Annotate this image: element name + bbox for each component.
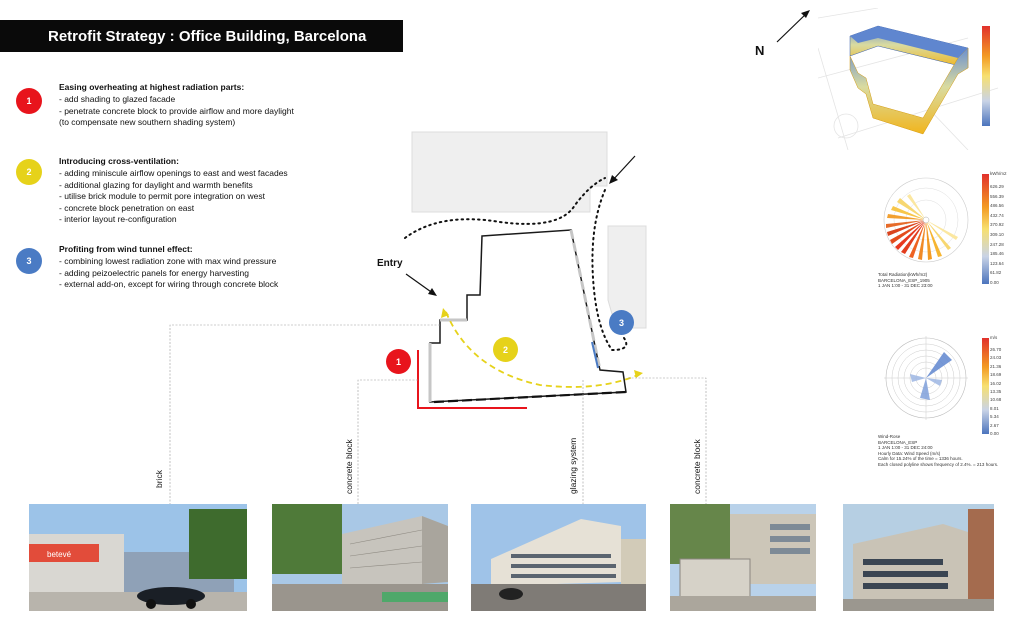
caption-line: BARCELONA_ESP_1905: [878, 277, 930, 283]
strategy-line: - utilise brick module to permit pore integration on west: [59, 191, 265, 201]
scale-tick: 0.00: [990, 431, 999, 437]
caption-line: Each closed polyline shows frequency of 2.4%. = 213 hours.: [878, 461, 999, 467]
strategy-line: - penetrate concrete block to provide airflow and more daylight: [59, 105, 294, 116]
caption-line: BARCELONA_ESP: [878, 439, 918, 445]
strategy-line: - interior layout re-configuration: [59, 214, 177, 224]
building-footprint: [430, 230, 626, 402]
scale-tick: 8.01: [990, 405, 999, 411]
strategy-badge-red: 1: [16, 88, 42, 114]
strategy-heading: Profiting from wind tunnel effect:: [59, 244, 193, 254]
scale-tick: 123.64: [990, 260, 1004, 266]
label-brick: brick: [154, 470, 164, 488]
photo-glazing-system: [471, 504, 646, 611]
scale-tick: 2.67: [990, 422, 999, 428]
label-concrete-block: concrete block: [344, 439, 354, 494]
scale-tick: 26.70: [990, 347, 1002, 352]
strategy-badge-blue: 3: [16, 248, 42, 274]
leader-concrete-block: [358, 380, 418, 504]
label-concrete-block-2: concrete block: [692, 439, 702, 494]
radiation-3d-model: [818, 8, 1024, 150]
scale-tick: 18.69: [990, 372, 1002, 378]
wind-scale-ticks: [990, 346, 1001, 438]
strategy-line: - adding peizoelectric panels for energy harvesting: [59, 267, 249, 278]
wind-unit: m/s: [990, 335, 998, 340]
plan-badge-2: 2: [493, 337, 518, 362]
scale-tick: 16.02: [990, 380, 1002, 386]
strategy-line: - additional glazing for daylight and warmth benefits: [59, 179, 253, 190]
scale-tick: 24.03: [990, 355, 1002, 361]
caption-line: Wind-Rose: [878, 434, 901, 439]
scale-tick: 5.34: [990, 414, 999, 420]
plan-badge-1: 1: [386, 349, 411, 374]
scale-tick: 370.92: [990, 222, 1004, 228]
strategy-heading: Introducing cross-ventilation:: [59, 156, 179, 166]
wind-caption: [878, 434, 998, 467]
scale-tick: 10.68: [990, 397, 1002, 403]
scale-tick: 21.36: [990, 363, 1002, 369]
scale-tick: 247.28: [990, 241, 1004, 247]
wind-arrow: [612, 156, 635, 181]
caption-line: 1 JAN 1:00 - 31 DEC 23:00: [878, 283, 933, 288]
strategy-line: - external add-on, except for wiring through concrete block: [59, 279, 279, 289]
north-arrow: [777, 12, 808, 42]
title-text: Retrofit Strategy : Office Building, Barcelona: [48, 27, 367, 45]
scale-tick: 185.46: [990, 251, 1004, 257]
entry-label: Entry: [377, 258, 403, 269]
caption-line: Calm for 15.24% of the time = 1336 hours.: [878, 456, 963, 461]
plan-badge-3: 3: [609, 310, 634, 335]
scale-tick: 626.29: [990, 184, 1004, 189]
svg-text:betevé: betevé: [47, 550, 72, 559]
caption-line: 1 JAN 1:00 - 31 DEC 24:00: [878, 445, 933, 450]
scale-tick: 556.39: [990, 193, 1004, 199]
radiation-scale-ticks: [990, 182, 1004, 288]
label-glazing-system: glazing system: [568, 437, 578, 494]
scale-tick: 309.10: [990, 231, 1004, 237]
strategy-heading: Easing overheating at highest radiation parts:: [59, 82, 245, 92]
scale-tick: 0.00: [990, 279, 999, 285]
entry-arrowhead: [428, 288, 437, 296]
north-label: N: [755, 43, 765, 58]
scale-tick: 13.35: [990, 389, 1002, 395]
strategy-line: (to compensate new southern shading system): [59, 117, 236, 127]
scale-tick: 432.74: [990, 212, 1004, 218]
strategy-badge-yellow: 2: [16, 159, 42, 185]
photo-concrete-block: [272, 504, 448, 611]
strategy-line: - adding miniscule airflow openings to east and west facades: [59, 168, 288, 178]
radiation-unit: kWh/m2: [990, 171, 1007, 176]
scale-tick: 486.56: [990, 203, 1004, 209]
neighbor-building: [412, 132, 607, 212]
photo-brick-building: [29, 504, 247, 611]
caption-line: Total Radiation(kWh/m2): [878, 272, 928, 277]
strategy-line: - concrete block penetration on east: [59, 202, 195, 213]
photo-building-corner: [843, 504, 994, 611]
caption-line: Hourly Data: Wind Speed (m/s): [878, 450, 941, 456]
radiation-caption: [878, 272, 933, 289]
photo-concrete-block-2: [670, 504, 816, 611]
strategy-line: - add shading to glazed facade: [59, 94, 176, 104]
entry-arrow: [406, 274, 434, 294]
strategy-line: - combining lowest radiation zone with max wind pressure: [59, 256, 277, 266]
scale-tick: 61.82: [990, 270, 1002, 276]
